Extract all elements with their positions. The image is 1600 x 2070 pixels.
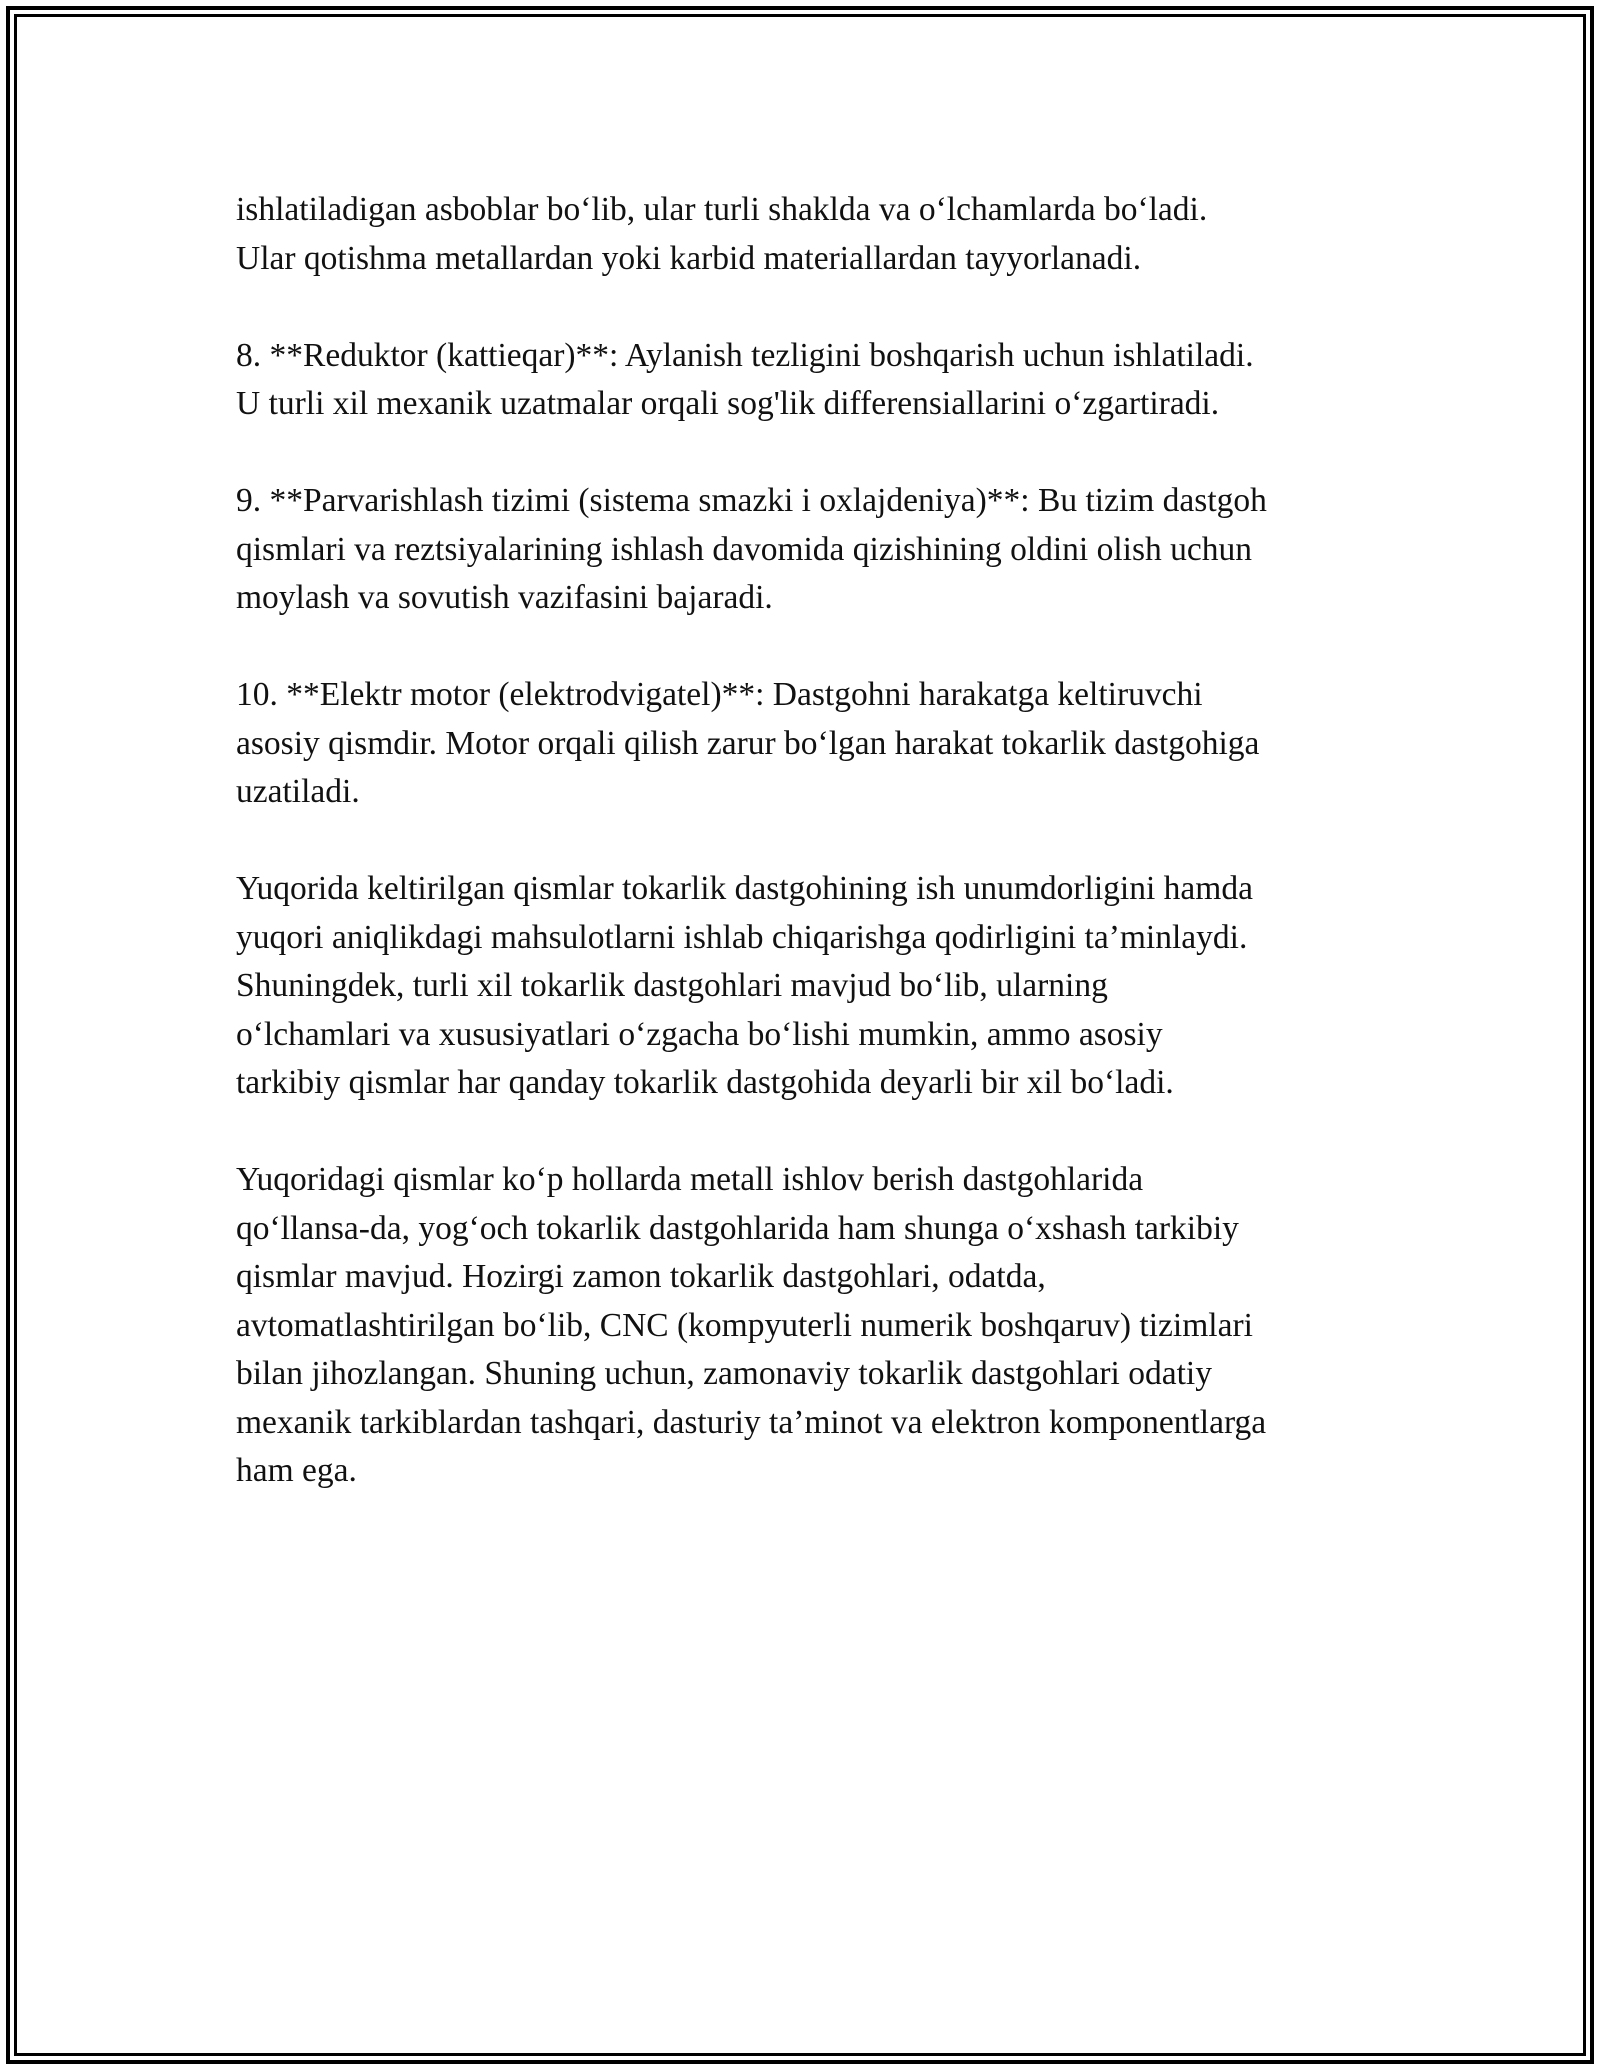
text-line: 9. **Parvarishlash tizimi (sistema smazki i oxlajdeniya)**: Bu tizim dastgoh	[236, 482, 1267, 519]
text-line: Ular qotishma metallardan yoki karbid materiallardan tayyorlanadi.	[236, 239, 1142, 277]
text-line: mexanik tarkiblardan tashqari, dasturiy ta’minot va elektron komponentlarga	[236, 1403, 1267, 1441]
text-line: Yuqoridagi qismlar ko‘p hollarda metall ishlov berish dastgohlarida	[236, 1161, 1144, 1198]
text-line: moylash va sovutish vazifasini bajaradi.	[236, 579, 773, 616]
text-line: ham ega.	[236, 1452, 357, 1489]
text-line: 8. **Reduktor (kattieqar)**: Aylanish tezligini boshqarish uchun ishlatiladi.	[236, 336, 1254, 374]
text-line: qismlari va reztsiyalarining ishlash davomida qizishining oldini olish uchun	[236, 530, 1253, 568]
paragraph-tools-continuation	[236, 186, 1376, 283]
paragraph-modern-lathes	[236, 1156, 1376, 1496]
paragraph-item-9-parvarishlash	[236, 477, 1376, 623]
text-line: Shuningdek, turli xil tokarlik dastgohlari mavjud bo‘lib, ularning	[236, 967, 1108, 1004]
paragraph-summary	[236, 865, 1376, 1108]
text-line: bilan jihozlangan. Shuning uchun, zamonaviy tokarlik dastgohlari odatiy	[236, 1355, 1212, 1392]
text-line: 10. **Elektr motor (elektrodvigatel)**: Dastgohni harakatga keltiruvchi	[236, 676, 1203, 713]
text-line: tarkibiy qismlar har qanday tokarlik dastgohida deyarli bir xil bo‘ladi.	[236, 1064, 1174, 1101]
paragraph-item-8-reduktor	[236, 332, 1376, 429]
document-body	[236, 186, 1376, 1544]
text-line: qismlar mavjud. Hozirgi zamon tokarlik dastgohlari, odatda,	[236, 1258, 1046, 1295]
text-line: ishlatiladigan asboblar bo‘lib, ular turli shaklda va o‘lchamlarda bo‘ladi.	[236, 191, 1208, 228]
text-line: U turli xil mexanik uzatmalar orqali sog'lik differensiallarini o‘zgartiradi.	[236, 385, 1220, 422]
text-line: o‘lchamlari va xususiyatlari o‘zgacha bo‘lishi mumkin, ammo asosiy	[236, 1015, 1163, 1053]
text-line: uzatiladi.	[236, 773, 360, 810]
paragraph-item-10-elektr-motor	[236, 671, 1376, 817]
text-line: yuqori aniqlikdagi mahsulotlarni ishlab chiqarishga qodirligini ta’minlaydi.	[236, 918, 1248, 956]
text-line: qo‘llansa-da, yog‘och tokarlik dastgohlarida ham shunga o‘xshash tarkibiy	[236, 1209, 1239, 1247]
text-line: asosiy qismdir. Motor orqali qilish zarur bo‘lgan harakat tokarlik dastgohiga	[236, 724, 1260, 762]
text-line: Yuqorida keltirilgan qismlar tokarlik dastgohining ish unumdorligini hamda	[236, 870, 1253, 907]
text-line: avtomatlashtirilgan bo‘lib, CNC (kompyuterli numerik boshqaruv) tizimlari	[236, 1306, 1253, 1344]
